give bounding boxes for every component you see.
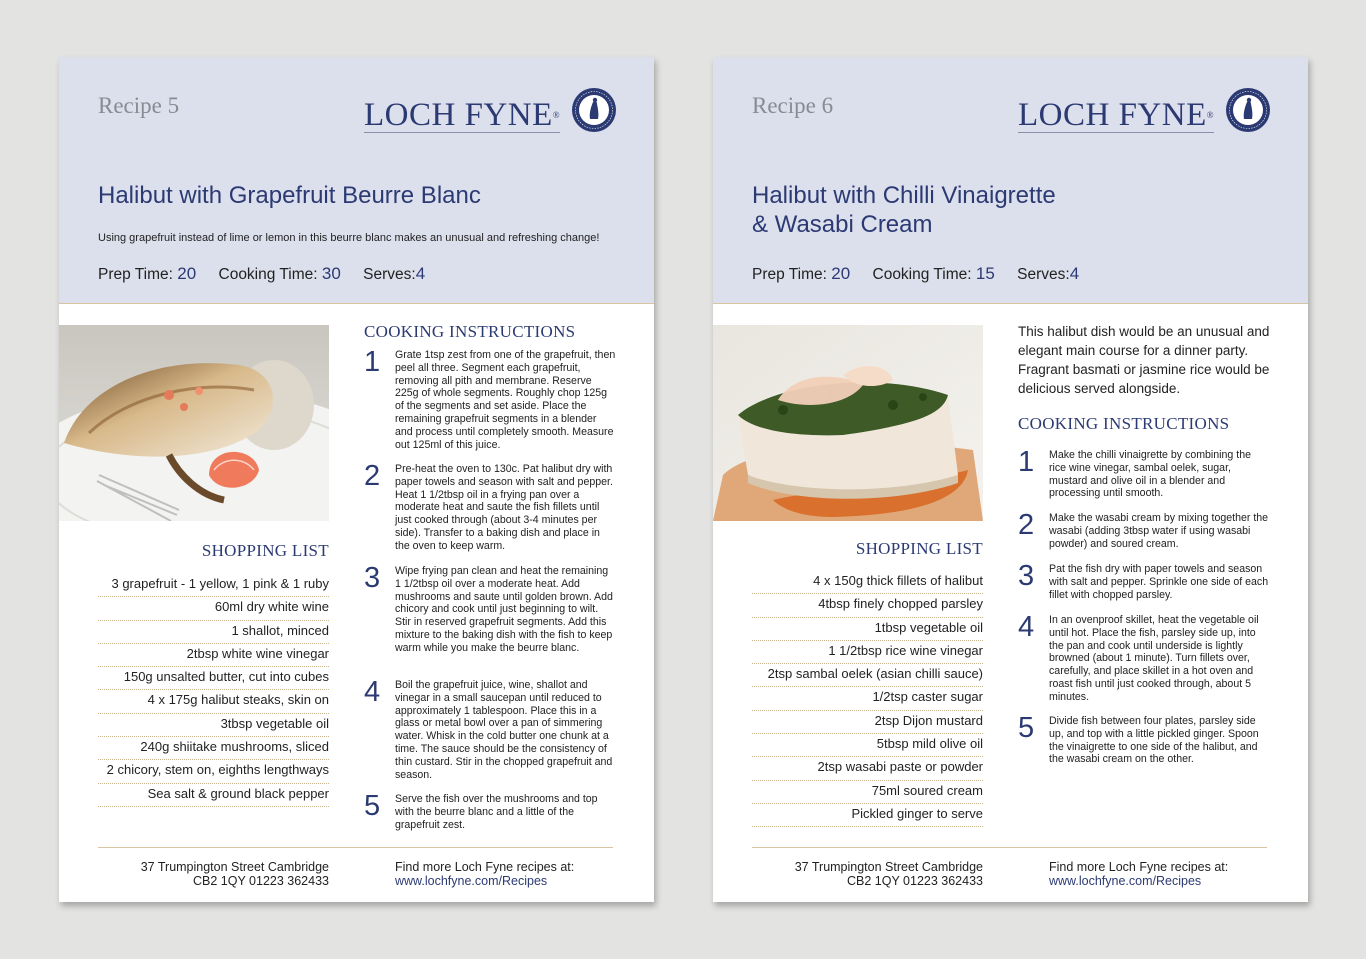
title-line: Halibut with Chilli Vinaigrette xyxy=(752,182,1056,209)
step-number: 5 xyxy=(1018,712,1035,744)
step-number: 5 xyxy=(364,790,381,822)
restaurant-address xyxy=(752,860,983,888)
recipe-intro: Using grapefruit instead of lime or lemon in this beurre blanc makes an unusual and refreshing change! xyxy=(98,232,600,244)
list-item: 1 1/2tbsp rice wine vinegar xyxy=(752,641,983,664)
address-line: CB2 1QY 01223 362433 xyxy=(847,874,983,888)
instructions-title: COOKING INSTRUCTIONS xyxy=(1018,414,1230,433)
restaurant-address xyxy=(98,860,329,888)
step-text: Serve the fish over the mushrooms and top with the beurre blanc and a little of the grapefruit zest. xyxy=(395,793,598,831)
step-4 xyxy=(1018,611,1270,715)
title-line: & Wasabi Cream xyxy=(752,211,933,238)
more-recipes-label: Find more Loch Fyne recipes at: xyxy=(395,860,575,874)
instructions-list xyxy=(1018,446,1270,766)
step-3 xyxy=(364,562,616,679)
footer-divider xyxy=(752,847,1267,848)
brand-logo xyxy=(364,99,560,133)
step-5 xyxy=(1018,712,1270,766)
step-number: 2 xyxy=(1018,509,1035,541)
registered-mark: ® xyxy=(1206,110,1215,120)
step-number: 4 xyxy=(364,676,381,708)
recipe-meta xyxy=(752,264,1097,284)
shopping-list-title: SHOPPING LIST xyxy=(201,541,329,560)
shopping-list xyxy=(752,571,983,827)
logo-text: LOCH FYNE xyxy=(364,97,553,133)
list-item: 1tbsp vegetable oil xyxy=(752,618,983,641)
serves-value: 4 xyxy=(415,264,426,283)
step-text: Make the chilli vinaigrette by combining the rice wine vinegar, sambal oelek, sugar, mustard and olive oil in a blender and processing until smooth. xyxy=(1049,449,1251,500)
recipe-number: Recipe 6 xyxy=(752,93,834,118)
address-line: 37 Trumpington Street Cambridge xyxy=(794,860,983,874)
title-line: Halibut with Grapefruit Beurre Blanc xyxy=(98,182,481,209)
list-item: 150g unsalted butter, cut into cubes xyxy=(98,667,329,690)
registered-mark: ® xyxy=(552,110,561,120)
recipe-number: Recipe 5 xyxy=(98,93,180,118)
step-text: Boil the grapefruit juice, wine, shallot and vinegar in a small saucepan until reduced to approximately 1 tablespoon. Place this in a glass or metal bowl over a pan of simmering water. Whisk in the cold butter one chunk at a time. The sauce should be the consistency of thin custard. Stir in the chopped grapefruit and season. xyxy=(395,679,613,781)
more-recipes xyxy=(395,860,574,888)
list-item: 60ml dry white wine xyxy=(98,597,329,620)
list-item: Sea salt & ground black pepper xyxy=(98,784,329,807)
step-number: 1 xyxy=(364,346,381,378)
step-number: 4 xyxy=(1018,611,1035,643)
serves-value: 4 xyxy=(1069,264,1080,283)
serves-label: Serves: xyxy=(1017,266,1070,283)
recipe-title xyxy=(98,181,481,210)
cooking-time-value: 15 xyxy=(975,264,995,283)
step-text: Make the wasabi cream by mixing together the wasabi (adding 3tbsp water if using wasabi powder) and soured cream. xyxy=(1049,512,1269,550)
step-text: Pre-heat the oven to 130c. Pat halibut dry with paper towels and season with salt and pepper. Heat 1 1/2tbsp oil in a frying pan over a moderate heat and saute the fish fillets until just cooked through (about 3-4 minutes per side). Transfer to a baking dish and place in the oven to keep warm. xyxy=(395,463,613,552)
more-recipes xyxy=(1049,860,1228,888)
step-1 xyxy=(364,346,616,463)
list-item: 4 x 150g thick fillets of halibut xyxy=(752,571,983,594)
list-item: Pickled ginger to serve xyxy=(752,804,983,827)
list-item: 240g shiitake mushrooms, sliced xyxy=(98,737,329,760)
list-item: 3 grapefruit - 1 yellow, 1 pink & 1 ruby xyxy=(98,574,329,597)
prep-time-label: Prep Time: xyxy=(98,266,173,283)
list-item: 2tsp sambal oelek (asian chilli sauce) xyxy=(752,664,983,687)
recipe-title xyxy=(752,181,1056,239)
step-5 xyxy=(364,790,616,831)
step-text: In an ovenproof skillet, heat the vegetable oil until hot. Place the fish, parsley side up, into the pan and cook until underside is lightly browned (about 1 minute). Turn fillets over, carefully, and place skillet in a hot oven and roast fish until just cooked through, about 5 minutes. xyxy=(1049,614,1259,703)
list-item: 2tsp wasabi paste or powder xyxy=(752,757,983,780)
step-2 xyxy=(364,460,616,565)
step-number: 3 xyxy=(1018,560,1035,592)
recipes-link[interactable]: www.lochfyne.com/Recipes xyxy=(1049,874,1202,888)
dish-photo xyxy=(713,325,983,521)
prep-time-value: 20 xyxy=(177,264,197,283)
step-text: Grate 1tsp zest from one of the grapefruit, then peel all three. Segment each grapefruit, removing all pith and membrane. Reserve 225g of whole segments. Roughly chop 125g of the segments and set aside. Place the remaining grapefruit segments in a blender and process until completely smooth. Measure out 125ml of this juice. xyxy=(395,349,616,451)
brand-seal-icon xyxy=(1225,87,1271,133)
list-item: 2 chicory, stem on, eighths lengthways xyxy=(98,760,329,783)
address-line: 37 Trumpington Street Cambridge xyxy=(140,860,329,874)
list-item: 2tbsp white wine vinegar xyxy=(98,644,329,667)
cooking-time-label: Cooking Time: xyxy=(872,266,972,283)
dish-photo xyxy=(59,325,329,521)
step-2 xyxy=(1018,509,1270,563)
step-text: Wipe frying pan clean and heat the remaining 1 1/2tbsp oil over a moderate heat. Add mushrooms and saute until golden brown. Add chicory and cook until just beginning to wilt. Stir in reserved grapefruit segments. Add this mixture to the baking dish with the fish to keep warm while you make the beurre blanc. xyxy=(395,565,613,654)
list-item: 4 x 175g halibut steaks, skin on xyxy=(98,690,329,713)
list-item: 1/2tsp caster sugar xyxy=(752,687,983,710)
recipe-meta xyxy=(98,264,443,284)
shopping-list xyxy=(98,574,329,807)
recipe-card-5 xyxy=(59,57,654,902)
step-text: Pat the fish dry with paper towels and season with salt and pepper. Sprinkle one side of each fillet with chopped parsley. xyxy=(1049,563,1269,601)
footer-divider xyxy=(98,847,613,848)
step-number: 1 xyxy=(1018,446,1035,478)
recipe-intro: This halibut dish would be an unusual and elegant main course for a dinner party. Fragrant basmati or jasmine rice would be delicious served alongside. xyxy=(1018,324,1270,396)
list-item: 4tbsp finely chopped parsley xyxy=(752,594,983,617)
brand-logo xyxy=(1018,99,1214,133)
step-number: 3 xyxy=(364,562,381,594)
step-4 xyxy=(364,676,616,793)
list-item: 1 shallot, minced xyxy=(98,621,329,644)
step-1 xyxy=(1018,446,1270,512)
logo-text: LOCH FYNE xyxy=(1018,97,1207,133)
step-number: 2 xyxy=(364,460,381,492)
step-text: Divide fish between four plates, parsley side up, and top with a little pickled ginger. Spoon the vinaigrette to one side of the halibut, and the wasabi cream on the other. xyxy=(1049,715,1259,766)
address-line: CB2 1QY 01223 362433 xyxy=(193,874,329,888)
list-item: 3tbsp vegetable oil xyxy=(98,714,329,737)
list-item: 75ml soured cream xyxy=(752,781,983,804)
list-item: 5tbsp mild olive oil xyxy=(752,734,983,757)
card-header xyxy=(59,57,654,304)
serves-label: Serves: xyxy=(363,266,416,283)
more-recipes-label: Find more Loch Fyne recipes at: xyxy=(1049,860,1229,874)
cooking-time-value: 30 xyxy=(321,264,341,283)
cooking-time-label: Cooking Time: xyxy=(218,266,318,283)
instructions-list xyxy=(364,346,616,831)
shopping-list-title: SHOPPING LIST xyxy=(855,539,983,558)
step-3 xyxy=(1018,560,1270,614)
recipe-card-6 xyxy=(713,57,1308,902)
recipes-link[interactable]: www.lochfyne.com/Recipes xyxy=(395,874,548,888)
prep-time-value: 20 xyxy=(831,264,851,283)
instructions-title: COOKING INSTRUCTIONS xyxy=(364,322,576,341)
list-item: 2tsp Dijon mustard xyxy=(752,711,983,734)
prep-time-label: Prep Time: xyxy=(752,266,827,283)
brand-seal-icon xyxy=(571,87,617,133)
card-header xyxy=(713,57,1308,304)
